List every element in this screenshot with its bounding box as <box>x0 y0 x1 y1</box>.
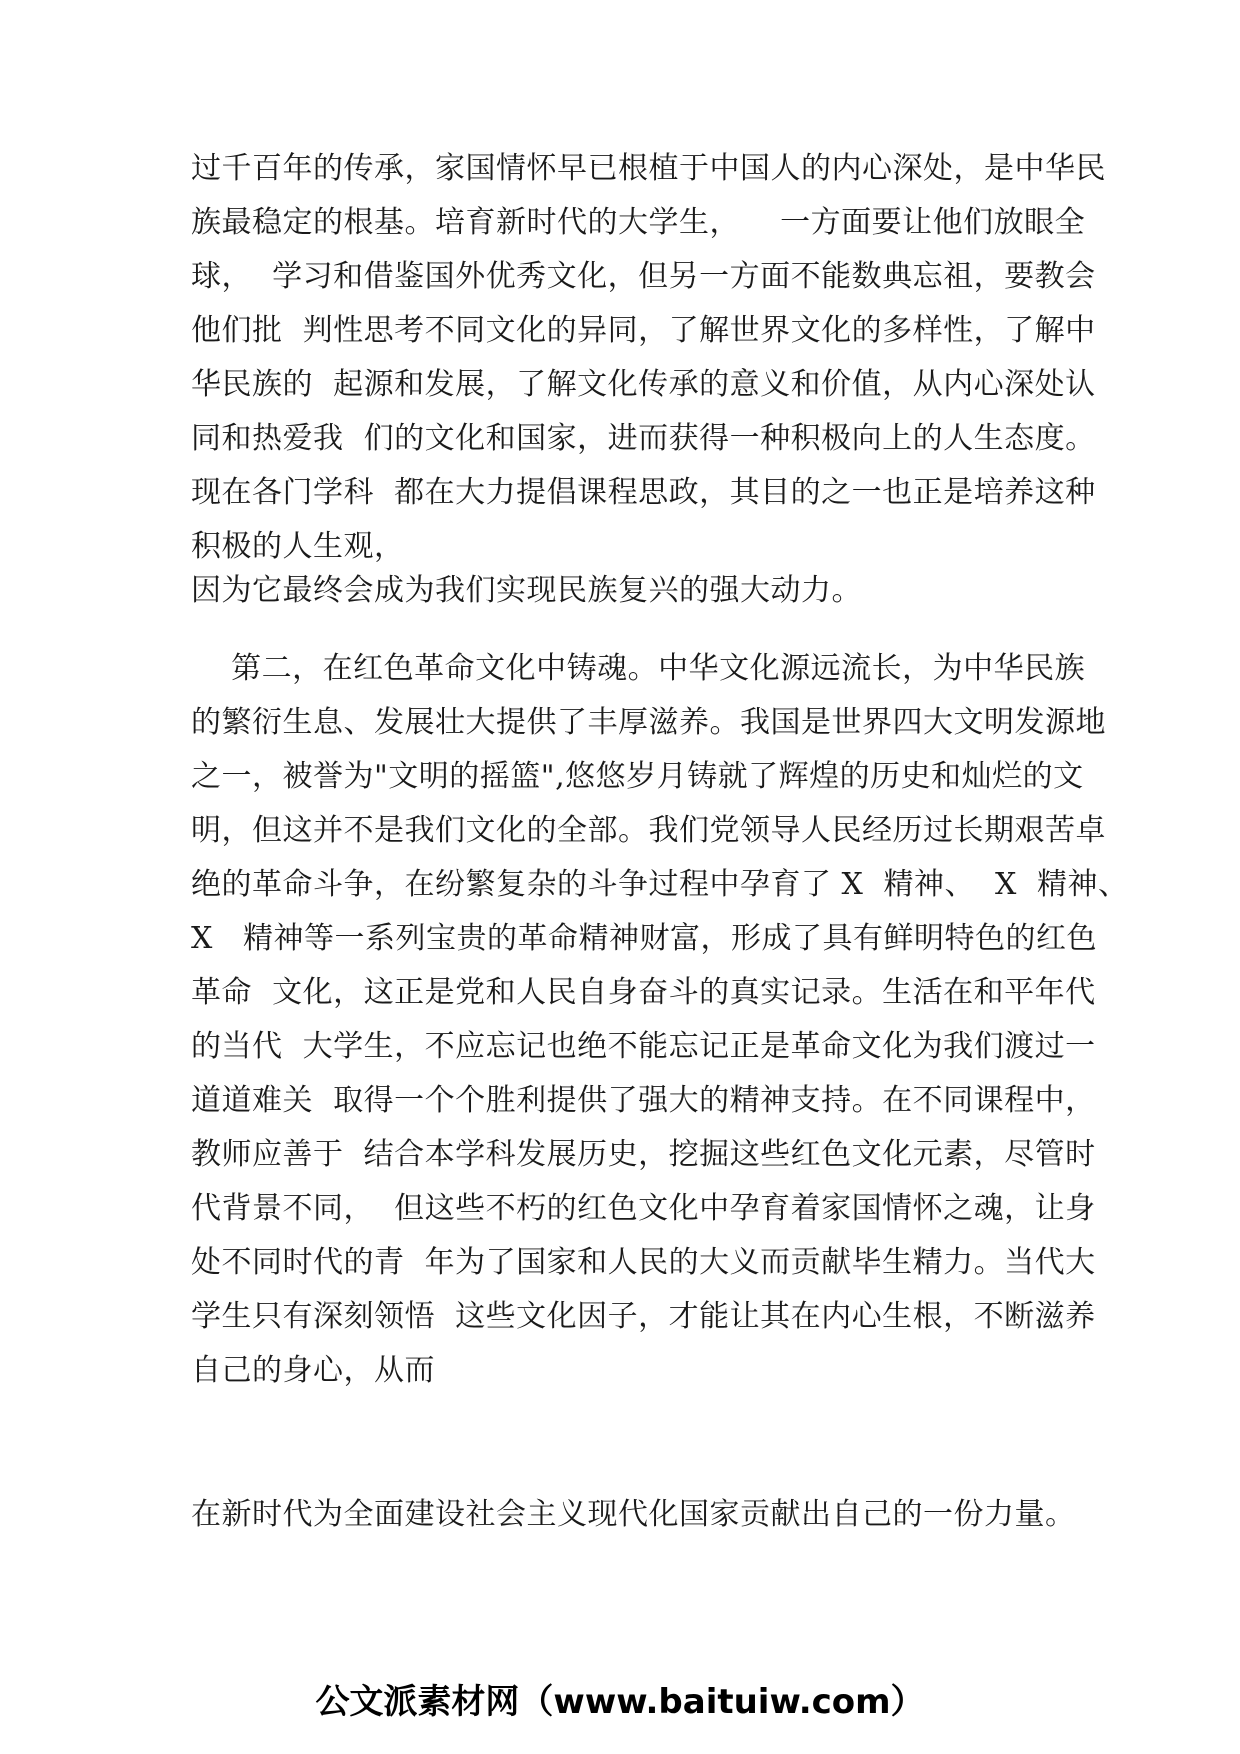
text-line: 在新时代为全面建设社会主义现代化国家贡献出自己的一份力量。 <box>191 1497 1076 1532</box>
paragraph-family-and-country <box>191 142 1106 574</box>
text-line: 过千百年的传承，家国情怀早已根植于中国人的内心深处，是中华民 <box>191 151 1106 186</box>
text-line: 的当代 大学生，不应忘记也绝不能忘记正是革命文化为我们渡过一 <box>191 1029 1096 1064</box>
text-line: 革命 文化，这正是党和人民自身奋斗的真实记录。生活在和平年代 <box>191 975 1096 1010</box>
text-line: 教师应善于 结合本学科发展历史，挖掘这些红色文化元素，尽管时 <box>191 1137 1096 1172</box>
footer-watermark: 公文派素材网（www.baituiw.com） <box>315 1682 925 1722</box>
text-line: 同和热爱我 们的文化和国家，进而获得一种积极向上的人生态度。 <box>191 421 1096 456</box>
text-line: 球， 学习和借鉴国外优秀文化，但另一方面不能数典忘祖，要教会 <box>191 259 1096 294</box>
paragraph-continuation-1 <box>191 564 1071 618</box>
paragraph-red-revolution-culture <box>191 642 1129 1398</box>
text-line: 绝的革命斗争，在纷繁复杂的斗争过程中孕育了 X 精神、 X 精神、 <box>191 867 1129 902</box>
paragraph-continuation-2 <box>191 1488 1076 1542</box>
text-line: 代背景不同， 但这些不朽的红色文化中孕育着家国情怀之魂，让身 <box>191 1191 1096 1226</box>
text-line: 之一，被誉为"文明的摇篮",悠悠岁月铸就了辉煌的历史和灿烂的文 <box>191 759 1084 794</box>
text-line: 自己的身心，从而 <box>191 1353 435 1388</box>
text-line: X 精神等一系列宝贵的革命精神财富，形成了具有鲜明特色的红色 <box>191 921 1097 956</box>
text-line: 第二，在红色革命文化中铸魂。中华文化源远流长，为中华民族 <box>191 651 1086 686</box>
text-line: 华民族的 起源和发展，了解文化传承的意义和价值，从内心深处认 <box>191 367 1096 402</box>
text-line: 处不同时代的青 年为了国家和人民的大义而贡献毕生精力。当代大 <box>191 1245 1096 1280</box>
text-line: 族最稳定的根基。培育新时代的大学生， 一方面要让他们放眼全 <box>191 205 1086 240</box>
text-line: 道道难关 取得一个个胜利提供了强大的精神支持。在不同课程中， <box>191 1083 1096 1118</box>
text-line: 明，但这并不是我们文化的全部。我们党领导人民经历过长期艰苦卓 <box>191 813 1106 848</box>
text-line: 积极的人生观， <box>191 529 405 564</box>
text-line: 因为它最终会成为我们实现民族复兴的强大动力。 <box>191 573 862 608</box>
text-line: 学生只有深刻领悟 这些文化因子，才能让其在内心生根，不断滋养 <box>191 1299 1096 1334</box>
text-line: 他们批 判性思考不同文化的异同，了解世界文化的多样性，了解中 <box>191 313 1096 348</box>
text-line: 现在各门学科 都在大力提倡课程思政，其目的之一也正是培养这种 <box>191 475 1096 510</box>
text-line: 的繁衍生息、发展壮大提供了丰厚滋养。我国是世界四大文明发源地 <box>191 705 1106 740</box>
